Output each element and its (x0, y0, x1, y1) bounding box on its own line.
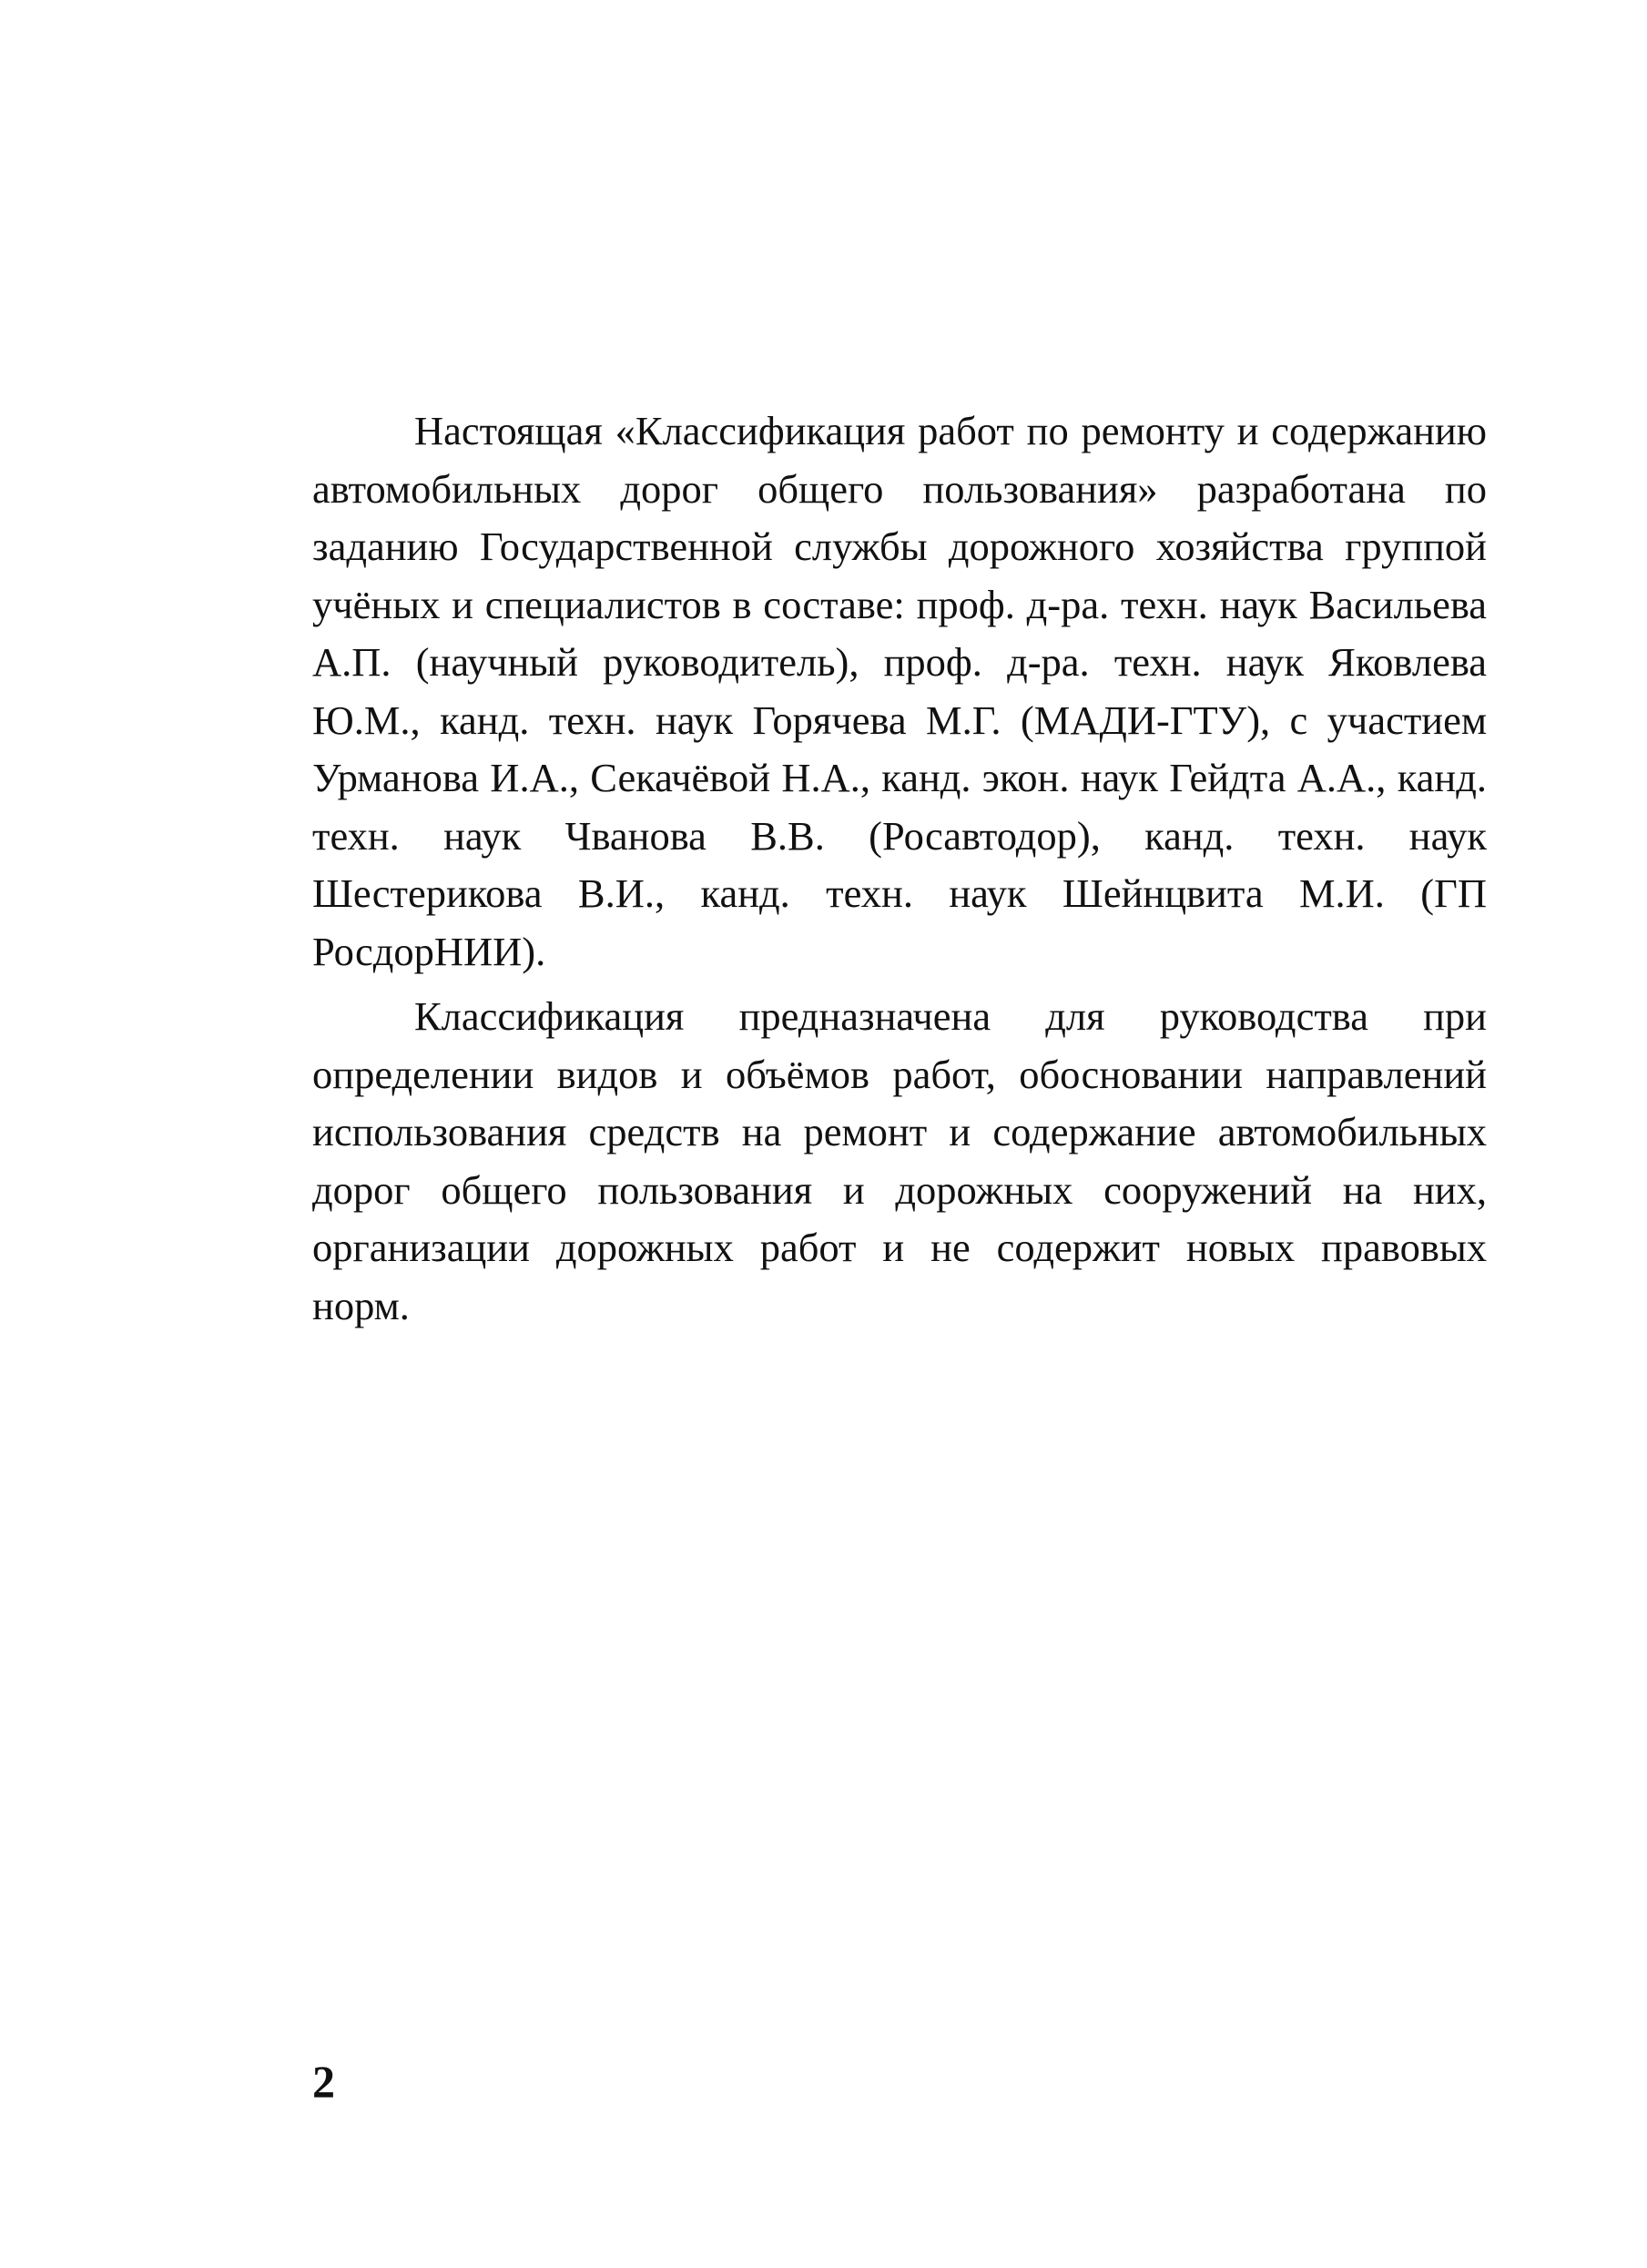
body-text (312, 402, 1487, 1335)
page-number: 2 (312, 2056, 335, 2107)
paragraph-purpose: Классификация предназначена для руководства при определении видов и объёмов работ, обосновании направлений использования средств на ремонт и содержание автомобильных дорог общего пользования и дорожных сооружений на них, организации дорожных работ и не содержит новых правовых норм. (312, 993, 1487, 1328)
paragraph-authors: Настоящая «Классификация работ по ремонту и содержанию автомобильных дорог общего пользования» разработана по заданию Государственной службы дорожного хозяйства группой учёных и специалистов в составе: проф. д-ра. техн. наук Васильева А.П. (научный руководитель), проф. д-ра. техн. наук Яковлева Ю.М., канд. техн. наук Горячева М.Г. (МАДИ-ГТУ), с участием Урманова И.А., Секачёвой Н.А., канд. экон. наук Гейдта А.А., канд. техн. наук Чванова В.В. (Росавтодор), канд. техн. наук Шестерикова В.И., канд. техн. наук Шейнцвита М.И. (ГП РосдорНИИ). (312, 408, 1487, 974)
